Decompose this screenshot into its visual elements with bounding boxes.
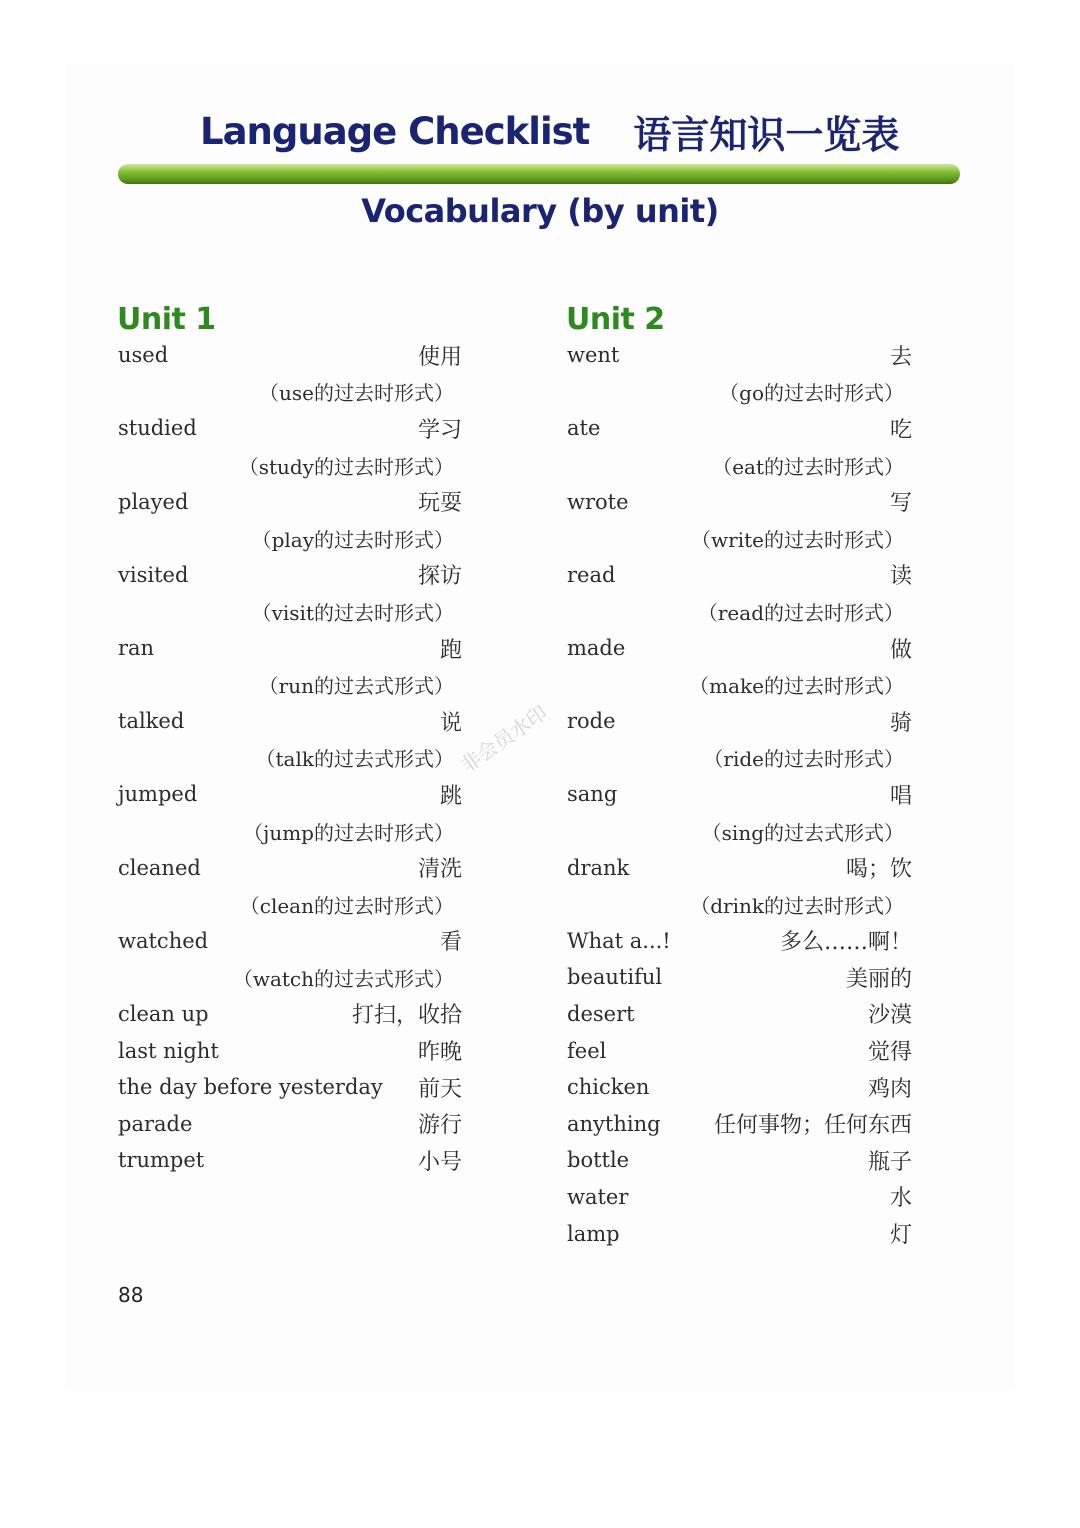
vocab-note: （read的过去时形式） [697,600,904,625]
vocab-meaning: 看 [439,930,462,956]
vocab-entry [118,1142,462,1179]
vocab-line [567,1215,912,1252]
vocab-note-line [118,593,462,630]
vocab-meaning: 喝；饮 [845,857,912,883]
vocab-meaning: 前天 [417,1076,462,1102]
vocab-line [567,776,912,813]
vocab-entry [118,1032,462,1069]
vocab-meaning: 使用 [417,344,462,370]
vocab-note: （clean的过去时形式） [239,893,454,918]
vocab-entry [118,923,462,996]
vocab-word: went [567,343,620,368]
vocab-word: anything [567,1111,661,1136]
vocab-note: （write的过去时形式） [691,527,904,552]
vocab-word: played [118,489,189,514]
vocab-note: （visit的过去时形式） [251,600,454,625]
vocab-word: wrote [567,489,629,514]
vocab-note-line [567,666,912,703]
vocab-meaning: 去 [889,344,912,370]
vocab-entry [118,703,462,776]
vocab-note-line [118,886,462,923]
vocab-word: ran [118,636,155,661]
vocab-meaning: 跳 [439,783,462,809]
vocab-entry [567,849,912,922]
vocab-entry [567,996,912,1033]
vocab-note-line [118,740,462,777]
vocab-meaning: 沙漠 [867,1003,912,1029]
vocab-meaning: 水 [889,1186,912,1212]
vocab-word: water [567,1184,629,1209]
vocab-line [567,1069,912,1106]
vocab-note-line [567,520,912,557]
vocab-meaning: 任何事物；任何东西 [713,1113,912,1139]
vocab-meaning: 吃 [889,417,912,443]
vocab-line [118,1069,462,1106]
vocab-line [118,557,462,594]
vocab-note-line [118,447,462,484]
vocab-line [567,630,912,667]
vocab-entry [567,557,912,630]
vocab-meaning: 说 [439,710,462,736]
vocab-word: trumpet [118,1148,205,1173]
vocab-entry [118,557,462,630]
vocab-line [118,776,462,813]
vocab-line [118,1142,462,1179]
vocab-word: ate [567,416,601,441]
vocab-meaning: 多么……啊！ [779,930,912,956]
unit-1-vocab-list [118,337,462,1179]
vocab-note-line [118,959,462,996]
unit-2-title: Unit 2 [566,302,665,337]
vocab-line [118,1105,462,1142]
vocab-note: （study的过去时形式） [238,454,454,479]
vocab-note: （eat的过去时形式） [712,454,904,479]
vocab-line [567,703,912,740]
vocab-note-line [567,374,912,411]
vocab-note-line [567,447,912,484]
vocab-line [567,1142,912,1179]
vocab-meaning: 游行 [417,1113,462,1139]
vocab-entry [567,1069,912,1106]
vocab-line [567,557,912,594]
unit-1-title: Unit 1 [117,302,216,337]
vocab-meaning: 美丽的 [845,966,912,992]
vocab-word: beautiful [567,965,663,990]
vocab-line [567,959,912,996]
vocab-entry [567,776,912,849]
section-subtitle: Vocabulary (by unit) [361,192,719,230]
vocab-entry [118,410,462,483]
vocab-line [118,630,462,667]
vocab-word: made [567,636,626,661]
vocab-word: used [118,343,169,368]
title-divider-bar [118,164,960,184]
vocab-meaning: 骑 [889,710,912,736]
vocab-meaning: 读 [889,564,912,590]
vocab-meaning: 灯 [889,1223,912,1249]
title-chinese: 语言知识一览表 [633,111,900,157]
vocab-meaning: 打扫，收拾 [351,1003,462,1029]
vocab-note: （go的过去时形式） [719,381,904,406]
vocab-note-line [118,374,462,411]
vocab-meaning: 探访 [417,564,462,590]
vocab-word: cleaned [118,855,201,880]
vocab-note-line [118,520,462,557]
vocab-word: rode [567,709,616,734]
vocab-line [118,1032,462,1069]
vocab-note: （jump的过去时形式） [243,820,454,845]
vocab-line [118,849,462,886]
vocab-word: desert [567,1001,635,1026]
vocab-line [118,703,462,740]
vocab-meaning: 玩耍 [417,491,462,517]
vocab-note-line [567,886,912,923]
vocab-line [567,923,912,960]
page-title [200,106,920,156]
vocab-entry [567,1032,912,1069]
vocab-word: visited [118,562,189,587]
vocab-meaning: 学习 [417,417,462,443]
vocab-entry [118,337,462,410]
vocab-word: What a...! [567,928,671,953]
vocab-note-line [567,740,912,777]
vocab-word: jumped [118,782,198,807]
vocab-meaning: 清洗 [417,857,462,883]
vocab-entry [118,776,462,849]
vocab-meaning: 唱 [889,783,912,809]
vocab-line [567,1032,912,1069]
watermark: 非会员水印 [455,700,552,778]
vocab-line [567,1105,912,1142]
unit-2-vocab-list [567,337,912,1252]
vocab-word: talked [118,709,185,734]
vocab-meaning: 做 [889,637,912,663]
vocab-note-line [567,813,912,850]
vocab-word: sang [567,782,618,807]
vocab-entry [567,630,912,703]
vocab-word: watched [118,928,209,953]
vocab-meaning: 觉得 [867,1040,912,1066]
vocab-entry [567,703,912,776]
vocab-line [118,410,462,447]
vocab-line [567,410,912,447]
vocab-line [567,996,912,1033]
page-number: 88 [118,1283,144,1307]
vocab-line [567,1179,912,1216]
vocab-entry [118,1069,462,1106]
vocab-word: parade [118,1111,193,1136]
vocab-word: read [567,562,616,587]
vocab-note: （run的过去式形式） [258,674,454,699]
vocab-line [567,483,912,520]
vocab-meaning: 鸡肉 [867,1076,912,1102]
vocab-entry [567,1215,912,1252]
vocab-meaning: 写 [889,491,912,517]
vocab-entry [118,1105,462,1142]
vocab-word: bottle [567,1148,630,1173]
vocab-note: （drink的过去时形式） [690,893,904,918]
vocab-entry [567,337,912,410]
vocab-word: last night [118,1038,219,1063]
vocab-note: （make的过去时形式） [689,674,904,699]
vocab-word: lamp [567,1221,620,1246]
vocab-word: studied [118,416,197,441]
title-english: Language Checklist [200,109,590,153]
vocab-line [118,996,462,1033]
vocab-meaning: 小号 [417,1149,462,1175]
vocab-note: （talk的过去式形式） [255,747,454,772]
vocab-meaning: 瓶子 [867,1149,912,1175]
vocab-meaning: 昨晚 [417,1040,462,1066]
vocab-note: （play的过去时形式） [251,527,454,552]
vocab-meaning: 跑 [439,637,462,663]
vocab-entry [118,630,462,703]
vocab-entry [567,1142,912,1179]
vocab-note: （sing的过去式形式） [701,820,904,845]
vocab-entry [567,1179,912,1216]
vocab-entry [567,483,912,556]
vocab-note: （ride的过去时形式） [703,747,904,772]
vocab-note-line [567,593,912,630]
vocab-word: drank [567,855,630,880]
vocab-entry [118,849,462,922]
vocab-note: （watch的过去式形式） [232,966,454,991]
vocab-line [118,337,462,374]
vocab-entry [567,959,912,996]
vocab-line [118,923,462,960]
vocab-line [567,337,912,374]
vocab-entry [118,483,462,556]
vocab-line [567,849,912,886]
vocab-entry [567,410,912,483]
vocab-entry [118,996,462,1033]
vocab-word: clean up [118,1001,209,1026]
vocab-word: feel [567,1038,607,1063]
vocab-word: the day before yesterday [118,1075,383,1100]
vocab-note: （use的过去时形式） [259,381,454,406]
vocab-word: chicken [567,1075,650,1100]
vocab-entry [567,1105,912,1142]
vocab-line [118,483,462,520]
vocab-note-line [118,813,462,850]
vocab-entry [567,923,912,960]
vocab-note-line [118,666,462,703]
